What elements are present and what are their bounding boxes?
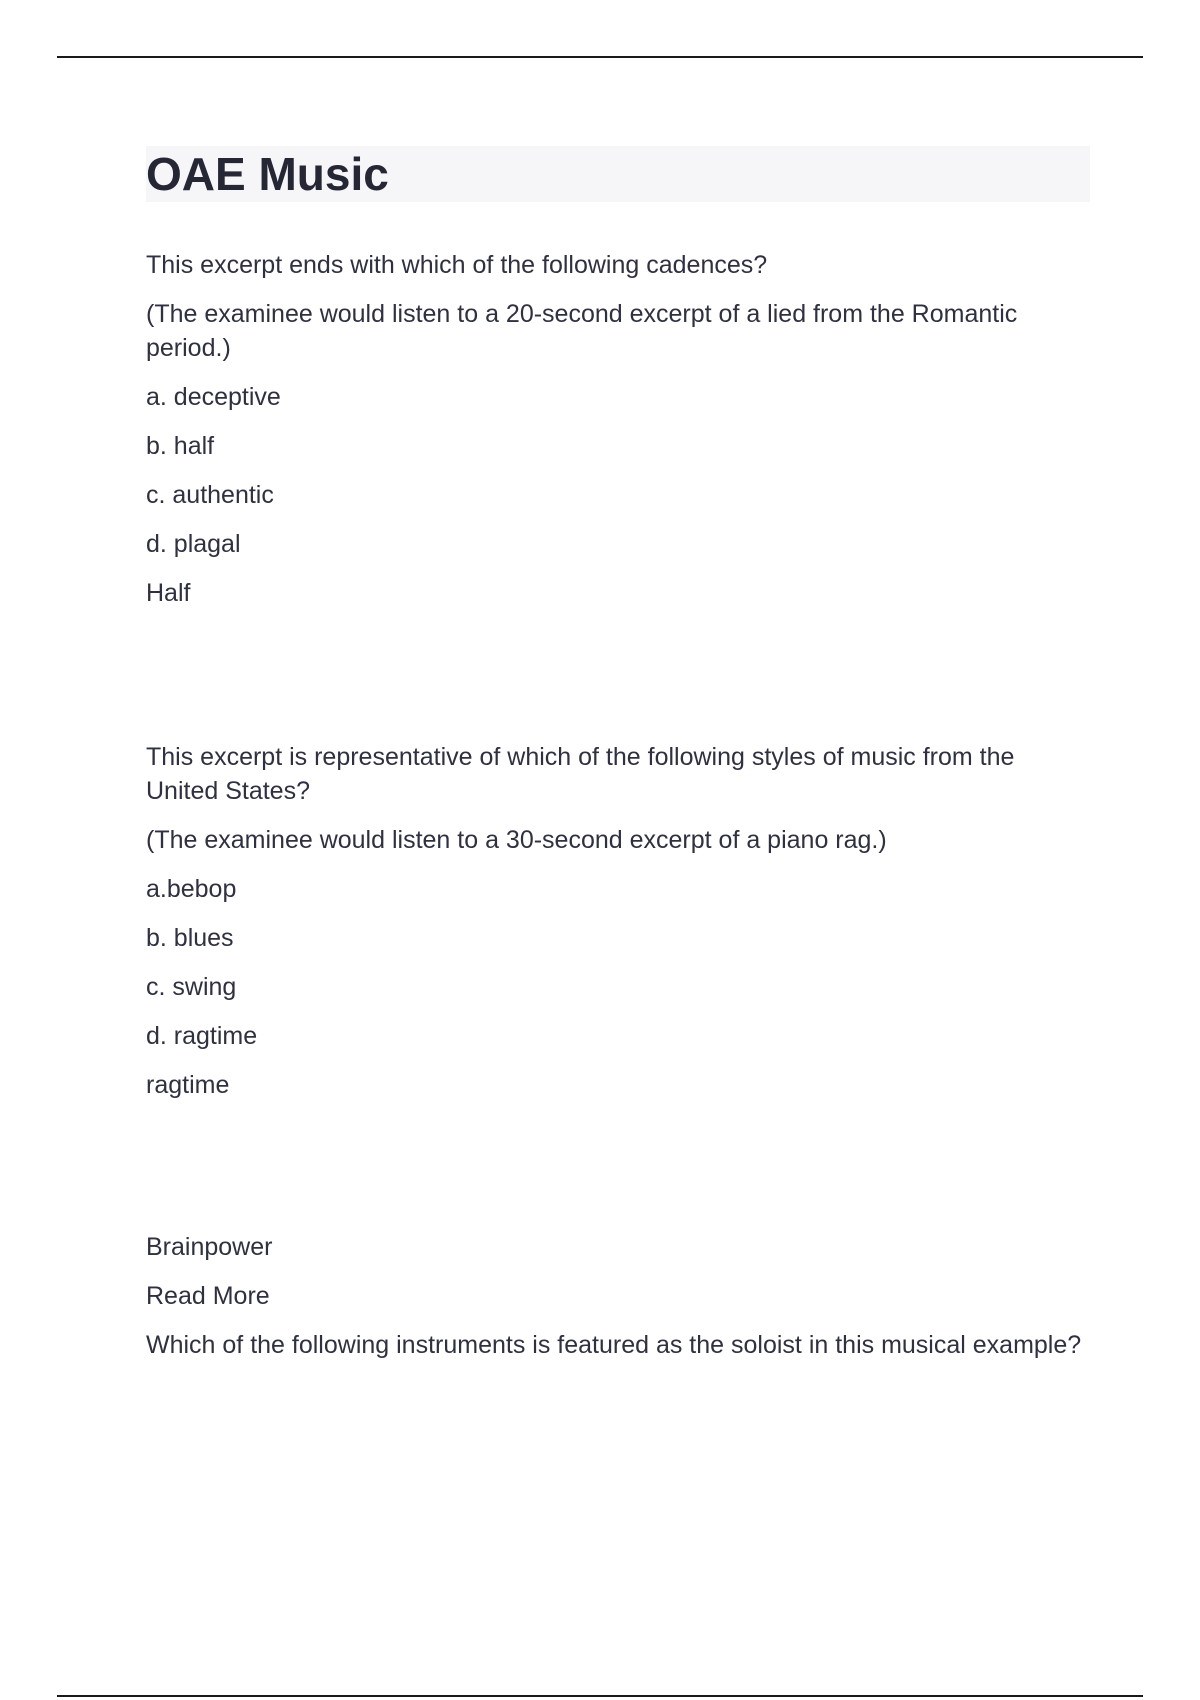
page-title: OAE Music xyxy=(146,148,389,200)
question-1-option-d: d. plagal xyxy=(146,530,241,558)
bottom-rule xyxy=(57,1695,1143,1697)
top-rule xyxy=(57,56,1143,58)
question-2-prompt: This excerpt is representative of which of the following styles of music from the United States? xyxy=(146,743,1015,805)
question-2-note: (The examinee would listen to a 30-second excerpt of a piano rag.) xyxy=(146,826,887,854)
spacer xyxy=(146,625,1090,740)
question-2-option-b: b. blues xyxy=(146,924,234,952)
question-2-option-c: c. swing xyxy=(146,973,237,1001)
title-band xyxy=(146,146,1090,202)
read-more-link[interactable]: Read More xyxy=(146,1282,270,1310)
question-1-answer: Half xyxy=(146,579,191,607)
question-1-prompt: This excerpt ends with which of the following cadences? xyxy=(146,251,768,279)
question-3-prompt: Which of the following instruments is featured as the soloist in this musical example? xyxy=(146,1331,1082,1359)
question-2-option-d: d. ragtime xyxy=(146,1022,258,1050)
question-2 xyxy=(146,740,1090,1102)
question-1-note: (The examinee would listen to a 20-second excerpt of a lied from the Romantic period.) xyxy=(146,300,1018,362)
continued-block xyxy=(146,1230,1090,1362)
question-1-option-a: a. deceptive xyxy=(146,383,281,411)
question-1-option-b: b. half xyxy=(146,432,215,460)
question-1-option-c: c. authentic xyxy=(146,481,274,509)
question-2-option-a: a.bebop xyxy=(146,875,237,903)
brand-label: Brainpower xyxy=(146,1233,273,1261)
document-body xyxy=(146,146,1090,1377)
question-1 xyxy=(146,248,1090,610)
question-2-answer: ragtime xyxy=(146,1071,230,1099)
spacer xyxy=(146,1117,1090,1230)
